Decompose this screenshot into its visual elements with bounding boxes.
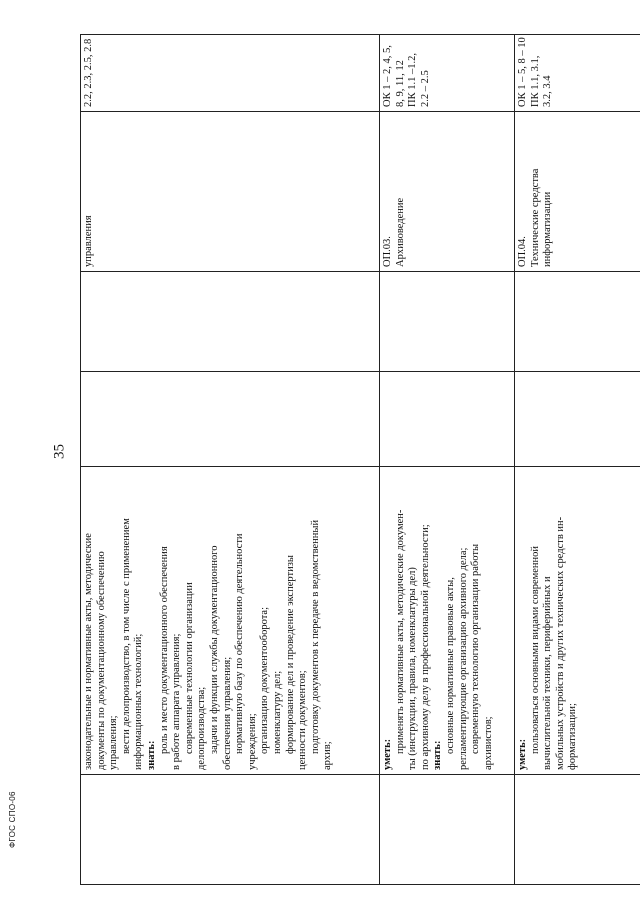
cell-line: информатизации [542, 191, 554, 267]
cell-line: нормативную базу по обеспечению деятельности [234, 533, 246, 754]
max-load-cell [380, 372, 515, 467]
cell-line: 2.2 – 2.5 [419, 70, 431, 107]
cell-line: форматизации; [567, 703, 579, 770]
cell-line: ПК 1.1 –1.2, [407, 53, 419, 107]
cell-line: уметь: [382, 738, 393, 770]
cell-line: подготовку документов к передаче в ведомственный [309, 519, 321, 754]
discipline-cell [515, 112, 640, 272]
cell-line: современные технологии организации [183, 582, 195, 754]
cell-line: роль и место документационного обеспечения [158, 546, 170, 754]
cell-line: обеспечения управления; [221, 656, 233, 770]
table-row [380, 35, 515, 885]
table-row [81, 35, 380, 885]
cell-line: номенклатуру дел; [271, 670, 283, 754]
cell-line: регламентирующие организацию архивного дела; [457, 547, 469, 770]
cell-line: ОП.03. [382, 236, 393, 267]
curriculum-table-rotated [80, 35, 640, 885]
cell-line: пользоваться основными видами современной [529, 545, 541, 754]
cell-line: ты (инструкции, правила, номенклатуры дел) [407, 567, 419, 770]
cell-line: ОК 1 – 5, 8 – 10 [517, 37, 528, 107]
cell-line: архивистов; [482, 716, 494, 770]
index-cell [380, 775, 515, 885]
cell-line: применять нормативные акты, методические докумен- [394, 509, 406, 754]
discipline-cell [380, 112, 515, 272]
competency-table [80, 34, 640, 885]
cell-line: в работе аппарата управления; [171, 633, 183, 770]
cell-line: Технические средства [529, 168, 541, 267]
cell-line: вести делопроизводство, в том числе с применением [120, 518, 132, 754]
index-cell [81, 775, 380, 885]
competency-codes-cell [81, 35, 380, 112]
skills-knowledge-cell [380, 467, 515, 775]
page-number: 35 [51, 444, 68, 459]
cell-line: Архивоведение [394, 197, 406, 267]
competency-codes-cell [515, 35, 640, 112]
cell-line: по архивному делу в профессиональной деятельности; [419, 524, 431, 770]
cell-line: задачи и функции службы документационного [208, 545, 220, 754]
cell-line: знать: [432, 740, 444, 770]
cell-line: делопроизводства; [196, 686, 208, 770]
cell-line: знать: [145, 740, 157, 770]
hours-cell [515, 272, 640, 372]
cell-line: управления; [108, 715, 120, 770]
cell-line: 8, 9, 11, 12 [394, 60, 406, 107]
hours-cell [380, 272, 515, 372]
cell-line: современную технологию организации работы [470, 543, 482, 754]
cell-line: 2.2, 2.3, 2.5, 2.8 [83, 38, 94, 107]
max-load-cell [515, 372, 640, 467]
cell-line: законодательные и нормативные акты, методические [83, 533, 94, 770]
competency-codes-cell [380, 35, 515, 112]
cell-line: ОП.04. [517, 236, 528, 267]
cell-line: основные нормативные правовые акты, [444, 577, 456, 754]
cell-line: архив; [322, 741, 334, 770]
cell-line: 3.2, 3.4 [542, 75, 554, 107]
footer-mark: ФГОС СПО-06 [8, 791, 17, 848]
skills-knowledge-cell [81, 467, 380, 775]
cell-line: ОК 1 – 2, 4, 5, [382, 45, 393, 107]
cell-line: информационных технологий; [133, 633, 145, 770]
cell-line: организацию документооборота; [259, 607, 271, 754]
cell-line: учреждения; [246, 713, 258, 770]
cell-line: уметь: [517, 738, 528, 770]
cell-line: ПК 1.1, 3.1, [529, 55, 541, 107]
index-cell [515, 775, 640, 885]
max-load-cell [81, 372, 380, 467]
table-row [515, 35, 640, 885]
cell-line: управления [83, 215, 94, 267]
hours-cell [81, 272, 380, 372]
skills-knowledge-cell [515, 467, 640, 775]
cell-line: ценности документов; [297, 670, 309, 770]
cell-line: вычислительной техники, периферийных и [542, 576, 554, 770]
cell-line: формирование дел и проведение экспертизы [284, 555, 296, 754]
cell-line: мобильных устройств и других технических средств ин- [554, 516, 566, 770]
discipline-cell [81, 112, 380, 272]
cell-line: документы по документационному обеспечению [95, 551, 107, 770]
